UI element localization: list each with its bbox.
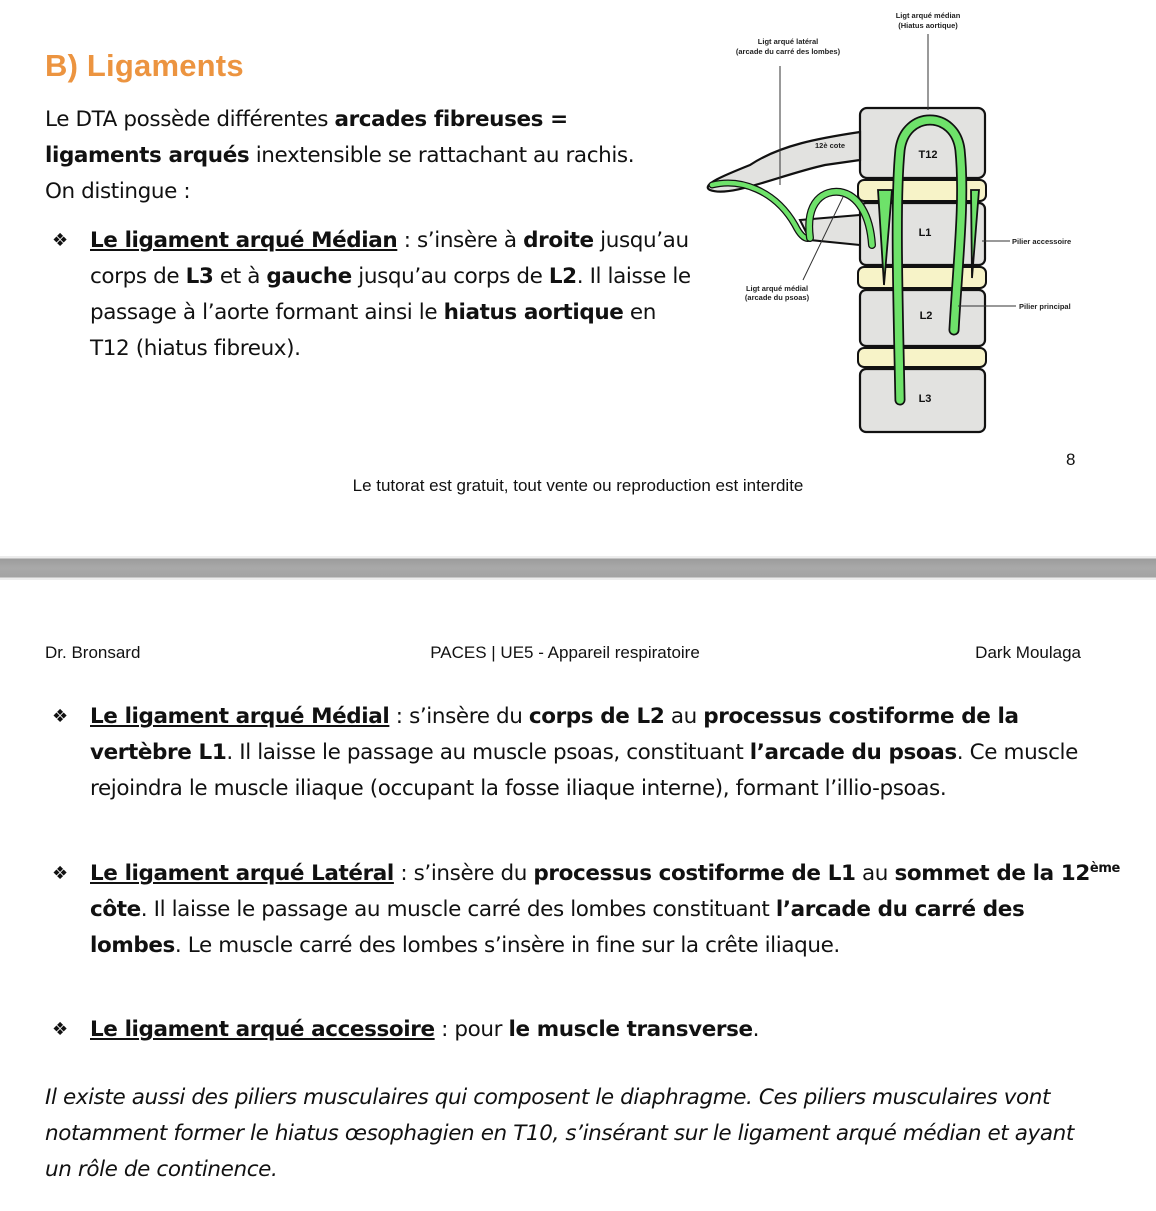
arcuate-ligaments-diagram: [700, 0, 1120, 450]
text: : s’insère du: [389, 704, 529, 729]
bold-text: corps de L2: [528, 704, 665, 729]
intro-text: Le DTA possède différentes: [45, 107, 335, 132]
intro-text-end: inextensible se rattachant au rachis. On distingue :: [45, 143, 635, 204]
text: . Ce muscle rejoindra le muscle iliaque (occupant la fosse iliaque interne), formant l’illio-psoas.: [90, 740, 1078, 801]
bold-text: l’arcade du carré des lombes: [90, 897, 1025, 958]
label-medial-line2: (arcade du psoas): [744, 293, 810, 302]
text: : s’insère à: [397, 228, 524, 253]
vertebra-label: L1: [918, 227, 932, 239]
diamond-bullet-icon: ❖: [52, 706, 68, 727]
footer-note: Le tutorat est gratuit, tout vente ou reproduction est interdite: [352, 476, 804, 495]
bold-text: l’arcade du psoas: [749, 740, 957, 765]
text: jusqu’au corps de: [90, 228, 689, 289]
label-lateral-line1: Ligt arqué latéral: [757, 37, 819, 46]
page-separator: [0, 556, 1156, 580]
bold-text: sommet de la 12: [894, 861, 1090, 886]
label-medial-line1: Ligt arqué médial: [745, 284, 809, 293]
bold-text: processus costiforme de L1: [533, 861, 856, 886]
bullet-text: [90, 699, 1120, 807]
label-lateral-line2: (arcade du carré des lombes): [735, 47, 841, 56]
text: . Le muscle carré des lombes s’insère in fine sur la crête iliaque.: [174, 933, 840, 958]
bullet-text: [90, 223, 700, 367]
text: au: [855, 861, 895, 886]
vertebra-label: L3: [918, 393, 932, 405]
header-tutor: Dark Moulaga: [975, 643, 1081, 662]
closing-paragraph: Il existe aussi des piliers musculaires qui composent le diaphragme. Ces piliers musculaires vont notamment former le hiatus œsophagien en T10, s’insérant sur le ligament arqué médian et ayant un rôle de continence.: [45, 1085, 1074, 1182]
bold-text: hiatus aortique: [443, 300, 624, 325]
bold-text: côte: [90, 897, 141, 922]
text: . Il laisse le passage au muscle carré des lombes constituant: [140, 897, 776, 922]
label-pilier-accessoire: Pilier accessoire: [1012, 237, 1072, 246]
label-pilier-principal: Pilier principal: [1019, 302, 1071, 311]
label-median-line1: Ligt arqué médian: [895, 11, 961, 20]
bold-text: L2: [548, 264, 577, 289]
text: : pour: [434, 1017, 509, 1042]
vertebra-label: T12: [918, 149, 938, 161]
text: .: [752, 1017, 760, 1042]
bullet-text: [90, 1012, 1120, 1048]
header-author: Dr. Bronsard: [45, 643, 141, 662]
text: . Il laisse le passage au muscle psoas, constituant: [226, 740, 750, 765]
superscript: ème: [1089, 860, 1120, 876]
vertebra-label: L2: [919, 310, 933, 322]
text: : s’insère du: [393, 861, 534, 886]
bullet-title: Le ligament arqué Médial: [90, 704, 390, 729]
section-title: B) Ligaments: [45, 48, 244, 83]
text: au: [664, 704, 704, 729]
bold-text: L3: [185, 264, 214, 289]
diamond-bullet-icon: ❖: [52, 1019, 68, 1040]
bold-text: gauche: [266, 264, 352, 289]
header-course: PACES | UE5 - Appareil respiratoire: [430, 643, 700, 662]
document-page-8: [0, 0, 1156, 556]
text: en T12 (hiatus fibreux).: [90, 300, 656, 361]
label-median-line2: (Hiatus aortique): [898, 21, 958, 30]
bullet-title: Le ligament arqué Latéral: [90, 861, 394, 886]
intro-paragraph: [45, 102, 645, 210]
bold-text: processus costiforme de la vertèbre L1: [90, 704, 1019, 765]
bullet-text: [90, 856, 1120, 964]
bold-text: droite: [523, 228, 594, 253]
bold-text: le muscle transverse: [508, 1017, 753, 1042]
intro-bold: arcades fibreuses = ligaments arqués: [45, 107, 568, 168]
label-rib: 12è cote: [814, 141, 846, 150]
diamond-bullet-icon: ❖: [52, 863, 68, 884]
diamond-bullet-icon: ❖: [52, 230, 68, 251]
disc-l2-l3: [858, 348, 986, 367]
bullet-title: Le ligament arqué accessoire: [90, 1017, 435, 1042]
bullet-title: Le ligament arqué Médian: [90, 228, 398, 253]
text: et à: [213, 264, 267, 289]
text: . Il laisse le passage à l’aorte formant ainsi le: [90, 264, 691, 325]
disc-l1-l2: [858, 267, 986, 288]
page-number: 8: [1066, 450, 1076, 469]
text: jusqu’au corps de: [351, 264, 549, 289]
